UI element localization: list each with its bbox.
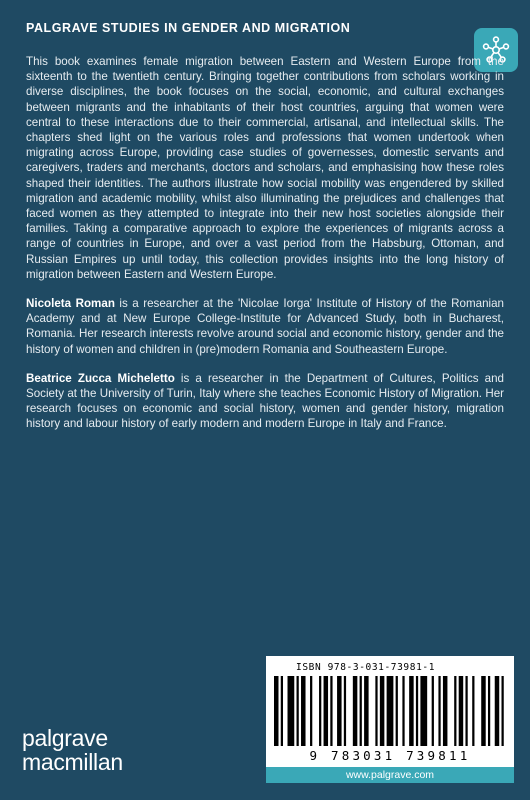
publisher-logo-line1: palgrave bbox=[22, 725, 108, 751]
barcode-digits: 9 783031 739811 bbox=[309, 748, 471, 763]
author-name: Nicoleta Roman bbox=[26, 297, 115, 311]
publisher-logo-line2: macmillan bbox=[22, 749, 123, 775]
book-description: This book examines female migration between Eastern and Western Europe from the sixteenth to the twentieth century. Bringing together contributions from scholars working in diverse disciplines, the book focuses on the social, economic, and cultural exchanges between migrants and the inhabitants of their host countries, arguing that women were central to these interactions due to their commercial, artisanal, and intellectual skills. The chapters shed light on the various roles and professions that women undertook when migrating across Europe, providing case studies of governesses, domestic servants and caregivers, traders and merchants, doctors and scholars, and emphasising how these roles shaped their identities. The authors illustrate how social mobility was engendered by skilled migration and academic mobility, whilst also illuminating the prejudices and challenges that faced women as they attempted to integrate into their new host societies alongside their families. Taking a comparative approach to explore the experiences of migrants across a range of countries in Europe, and over a vast period from the Habsburg, Ottoman, and Russian Empires up until today, this collection provides insights into the long history of migration between Eastern and Western Europe. bbox=[26, 55, 504, 281]
author-bio-text: is a researcher at the 'Nicolae Iorga' Institute of History of the Romanian Academy and at New Europe College-Institute for Advanced Study, both in Bucharest, Romania. Her research interests revolve around social and economic history, gender and the history of women and children in (pre)modern Romania and Southeastern Europe. bbox=[26, 297, 504, 356]
author-name: Beatrice Zucca Micheletto bbox=[26, 371, 175, 385]
barcode bbox=[274, 676, 506, 748]
author-bio-1 bbox=[26, 296, 504, 357]
author-bio-2 bbox=[26, 371, 504, 432]
publisher-url: www.palgrave.com bbox=[266, 767, 514, 783]
isbn-label: ISBN 978-3-031-73981-1 bbox=[296, 662, 436, 673]
back-cover-text bbox=[26, 54, 504, 446]
publisher-logo bbox=[22, 727, 123, 774]
series-title: PALGRAVE STUDIES IN GENDER AND MIGRATION bbox=[26, 21, 351, 35]
author-bio-text: is a researcher in the Department of Cultures, Politics and Society at the University of Turin, Italy where she teaches Economic History of Migration. Her research focuses on economic and social history, women and gender history, migration history and labour history of early modern and modern Europe in Italy and France. bbox=[26, 371, 504, 431]
barcode-box bbox=[266, 656, 514, 783]
